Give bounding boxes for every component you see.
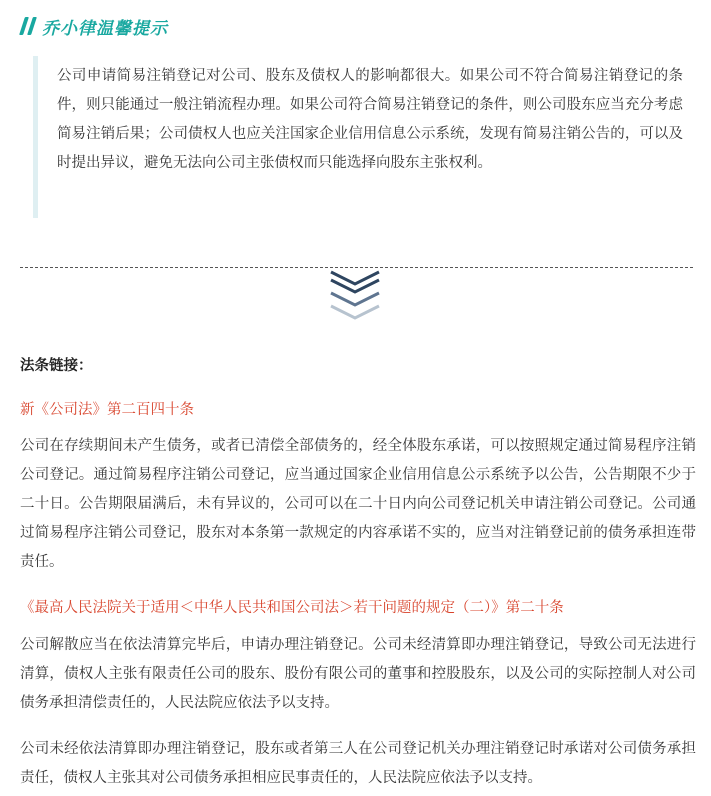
chevrons-down-icon <box>325 268 385 328</box>
section-title: 法条链接： <box>20 358 93 374</box>
tip-header <box>22 12 168 40</box>
law-paragraph: 公司在存续期间未产生债务，或者已清偿全部债务的，经全体股东承诺，可以按照规定通过简易程序注销公司登记。通过简易程序注销公司登记，应当通过国家企业信用信息公示系统予以公告，公告期限不少于二十日。公告期限届满后，未有异议的，公司可以在二十日内向公司登记机关申请注销公司登记。公司通过简易程序注销公司登记，股东对本条第一款规定的内容承诺不实的，应当对注销登记前的债务承担连带责任。 <box>20 438 696 570</box>
tip-text: 公司申请简易注销登记对公司、股东及债权人的影响都很大。如果公司不符合简易注销登记的条件，则只能通过一般注销流程办理。如果公司符合简易注销登记的条件，则公司股东应当充分考虑简易注销后果；公司债权人也应关注国家企业信用信息公示系统，发现有简易注销公告的，可以及时提出异议，避免无法向公司主张债权而只能选择向股东主张权利。 <box>57 68 683 171</box>
law-paragraph: 公司未经依法清算即办理注销登记，股东或者第三人在公司登记机关办理注销登记时承诺对公司债务承担责任，债权人主张其对公司债务承担相应民事责任的，人民法院应依法予以支持。 <box>20 741 696 786</box>
quote-accent-bar <box>33 56 38 218</box>
tip-header-title: 乔小律温馨提示 <box>42 18 168 39</box>
double-slash-icon <box>22 17 34 35</box>
law-title-judicial-interpretation[interactable]: 《最高人民法院关于适用＜中华人民共和国公司法＞若干问题的规定（二）》第二十条 <box>20 600 564 616</box>
tip-quote-box <box>33 56 693 218</box>
law-title-company-law[interactable]: 新《公司法》第二百四十条 <box>20 402 194 418</box>
law-paragraph: 公司解散应当在依法清算完毕后，申请办理注销登记。公司未经清算即办理注销登记，导致公司无法进行清算，债权人主张有限责任公司的股东、股份有限公司的董事和控股股东，以及公司的实际控制人对公司债务承担清偿责任的，人民法院应依法予以支持。 <box>20 637 696 711</box>
